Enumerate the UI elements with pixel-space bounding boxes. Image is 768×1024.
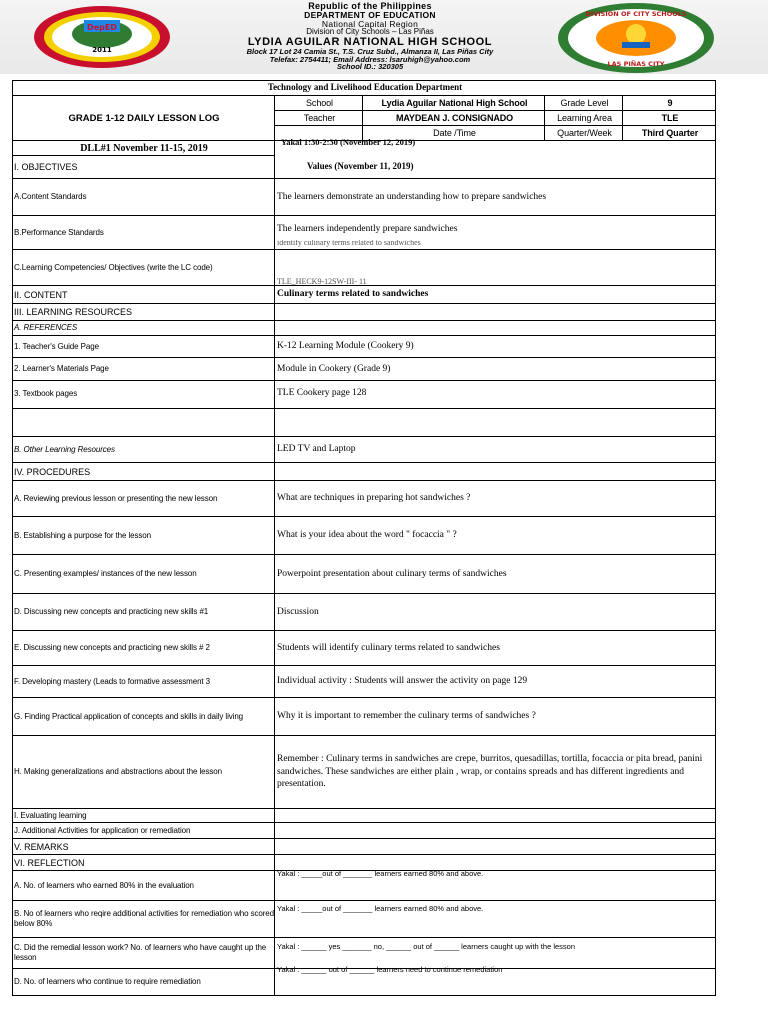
region-line: National Capital Region [321, 18, 419, 29]
procedure-h-label: H. Making generalizations and abstractions about the lesson [14, 767, 223, 777]
procedure-c-label: C. Presenting examples/ instances of the new lesson [14, 569, 197, 579]
procedure-d-value: Discussion [277, 606, 319, 617]
teachers-guide-value: K-12 Learning Module (Cookery 9) [277, 341, 414, 352]
procedure-f-value: Individual activity : Students will answer the activity on page 129 [277, 676, 528, 687]
reflection-d-value: Yakal : ______ out of ______ learners need to continue remediation [277, 965, 503, 974]
deped-seal-year: 2011 [92, 46, 112, 54]
procedure-d-label: D. Discussing new concepts and practicing new skills #1 [14, 607, 209, 617]
republic-line: Republic of the Philippines [308, 1, 432, 11]
school-label: School [306, 97, 333, 108]
other-resources-label: B. Other Learning Resources [14, 444, 115, 454]
section-objectives: I. OBJECTIVES [14, 162, 78, 172]
section-reflection: VI. REFLECTION [14, 857, 85, 868]
department-title [12, 81, 716, 95]
table-border-right [715, 80, 716, 996]
performance-standards-label: B.Performance Standards [14, 227, 104, 237]
division-seal-city: LAS PIÑAS CITY [607, 60, 665, 68]
log-title-cell [12, 96, 274, 140]
reflection-b-label: B. No of learners who reqire additional activities for remediation who scored below 80% [14, 909, 274, 928]
section-resources: III. LEARNING RESOURCES [14, 307, 133, 317]
procedure-e-value: Students will identify culinary terms related to sandwiches [277, 642, 500, 653]
reflection-b-value: Yakal : _____out of _______ learners earned 80% and above. [277, 903, 484, 913]
procedure-e-label: E. Discussing new concepts and practicing new skills # 2 [14, 643, 210, 653]
lesson-log-table [12, 80, 716, 996]
reflection-d-label: D. No. of learners who continue to require remediation [14, 977, 201, 987]
rule [12, 408, 716, 409]
procedure-a-label: A. Reviewing previous lesson or presenting the new lesson [14, 493, 218, 503]
school-address: Block 17 Lot 24 Camia St., T.S. Cruz Subd., Almanza II, Las Piñas City [246, 47, 494, 56]
competencies-overlap: TLE_HECK9-12SW-III- 11 [277, 278, 367, 285]
procedure-c-value: Powerpoint presentation about culinary terms of sandwiches [277, 568, 507, 579]
learners-materials-value: Module in Cookery (Grade 9) [277, 363, 391, 374]
content-standards-value: The learners demonstrate an understanding how to prepare sandwiches [277, 191, 547, 202]
deped-seal-icon [32, 4, 172, 70]
procedure-j-label: J. Additional Activities for application or remediation [14, 825, 191, 835]
content-standards-label: A.Content Standards [14, 192, 87, 202]
procedure-b-value: What is your idea about the word " focaccia " ? [277, 530, 457, 541]
procedure-a-value: What are techniques in preparing hot sandwiches ? [277, 493, 471, 504]
performance-standards-value: The learners independently prepare sandwiches [277, 224, 458, 235]
overlap-schedule: Yakal 1:30-2:30 (November 12, 2019) [281, 138, 416, 147]
textbook-label: 3. Textbook pages [14, 389, 78, 398]
letterhead [0, 0, 768, 74]
department-text: Technology and Livelihood Education Department [267, 82, 463, 93]
school-contact: Telefax: 2754411; Email Address: lsaruhigh@yahoo.com [269, 54, 471, 64]
dll-title-cell [12, 141, 274, 155]
learners-materials-label: 2. Learner's Materials Page [14, 364, 109, 374]
section-content: II. CONTENT [14, 289, 68, 300]
grade-value: 9 [667, 97, 673, 108]
deped-seal-text: DepED [87, 23, 117, 32]
procedure-f-label: F. Developing mastery (Leads to formative assessment 3 [14, 676, 211, 686]
references-label: A. REFERENCES [14, 323, 78, 333]
dll-title: DLL#1 November 11-15, 2019 [80, 142, 208, 154]
reflection-c-value: Yakal : ______ yes _______ no, ______ out of ______ learners caught up with the lesson [277, 941, 576, 951]
grade-label: Grade Level [560, 97, 609, 108]
content-value: Culinary terms related to sandwiches [277, 289, 429, 300]
date-label: Date /Time [433, 127, 476, 138]
school-value: Lydia Aguilar National High School [381, 97, 528, 108]
letterhead-text [170, 2, 570, 71]
performance-overlap: identify culinary terms related to sandwiches [277, 240, 421, 247]
teacher-label: Teacher [303, 112, 336, 123]
textbook-value: TLE Cookery page 128 [277, 388, 367, 398]
reflection-a-label: A. No. of learners who earned 80% in the evaluation [14, 880, 194, 890]
log-title: GRADE 1-12 DAILY LESSON LOG [68, 112, 220, 124]
other-resources-value: LED TV and Laptop [277, 444, 356, 455]
school-name: LYDIA AGUILAR NATIONAL HIGH SCHOOL [247, 36, 493, 48]
values-date: Values (November 11, 2019) [307, 161, 414, 172]
procedure-g-value: Why it is important to remember the culinary terms of sandwiches ? [277, 711, 536, 722]
deped-line: DEPARTMENT OF EDUCATION [304, 10, 436, 20]
school-id: School ID.: 320305 [336, 62, 404, 71]
area-label: Learning Area [557, 112, 612, 123]
procedure-h-value: Remember : Culinary terms in sandwiches are crepe, burritos, quesadillas, tortilla, focaccia or pita bread, panini sandwiches. These sandwiches are either plain , wrap, or contains spreads and has different ingredients and presentation. [277, 754, 703, 790]
division-seal-text: DIVISION OF CITY SCHOOLS [585, 10, 687, 18]
competencies-label: C.Learning Competencies/ Objectives (write the LC code) [14, 262, 213, 272]
section-procedures: IV. PROCEDURES [14, 466, 91, 477]
quarter-value: Third Quarter [641, 127, 699, 138]
division-seal-icon [556, 2, 716, 74]
division-line: Division of City Schools – Las Piñas [306, 27, 434, 36]
reflection-c-label: C. Did the remedial lesson work? No. of learners who have caught up the lesson [14, 943, 267, 962]
teacher-value: MAYDEAN J. CONSIGNADO [395, 112, 514, 123]
reflection-a-value: Yakal : _____out of _______ learners earned 80% and above. [277, 869, 484, 878]
procedure-b-label: B. Establishing a purpose for the lesson [14, 530, 151, 540]
area-value: TLE [661, 112, 679, 123]
procedure-g-label: G. Finding Practical application of concepts and skills in daily living [14, 711, 244, 721]
teachers-guide-label: 1. Teacher's Guide Page [14, 341, 99, 351]
procedure-i-label: I. Evaluating learning [14, 810, 87, 820]
table-border-bottom [12, 995, 716, 996]
section-remarks: V. REMARKS [14, 841, 69, 852]
quarter-label: Quarter/Week [557, 127, 612, 138]
